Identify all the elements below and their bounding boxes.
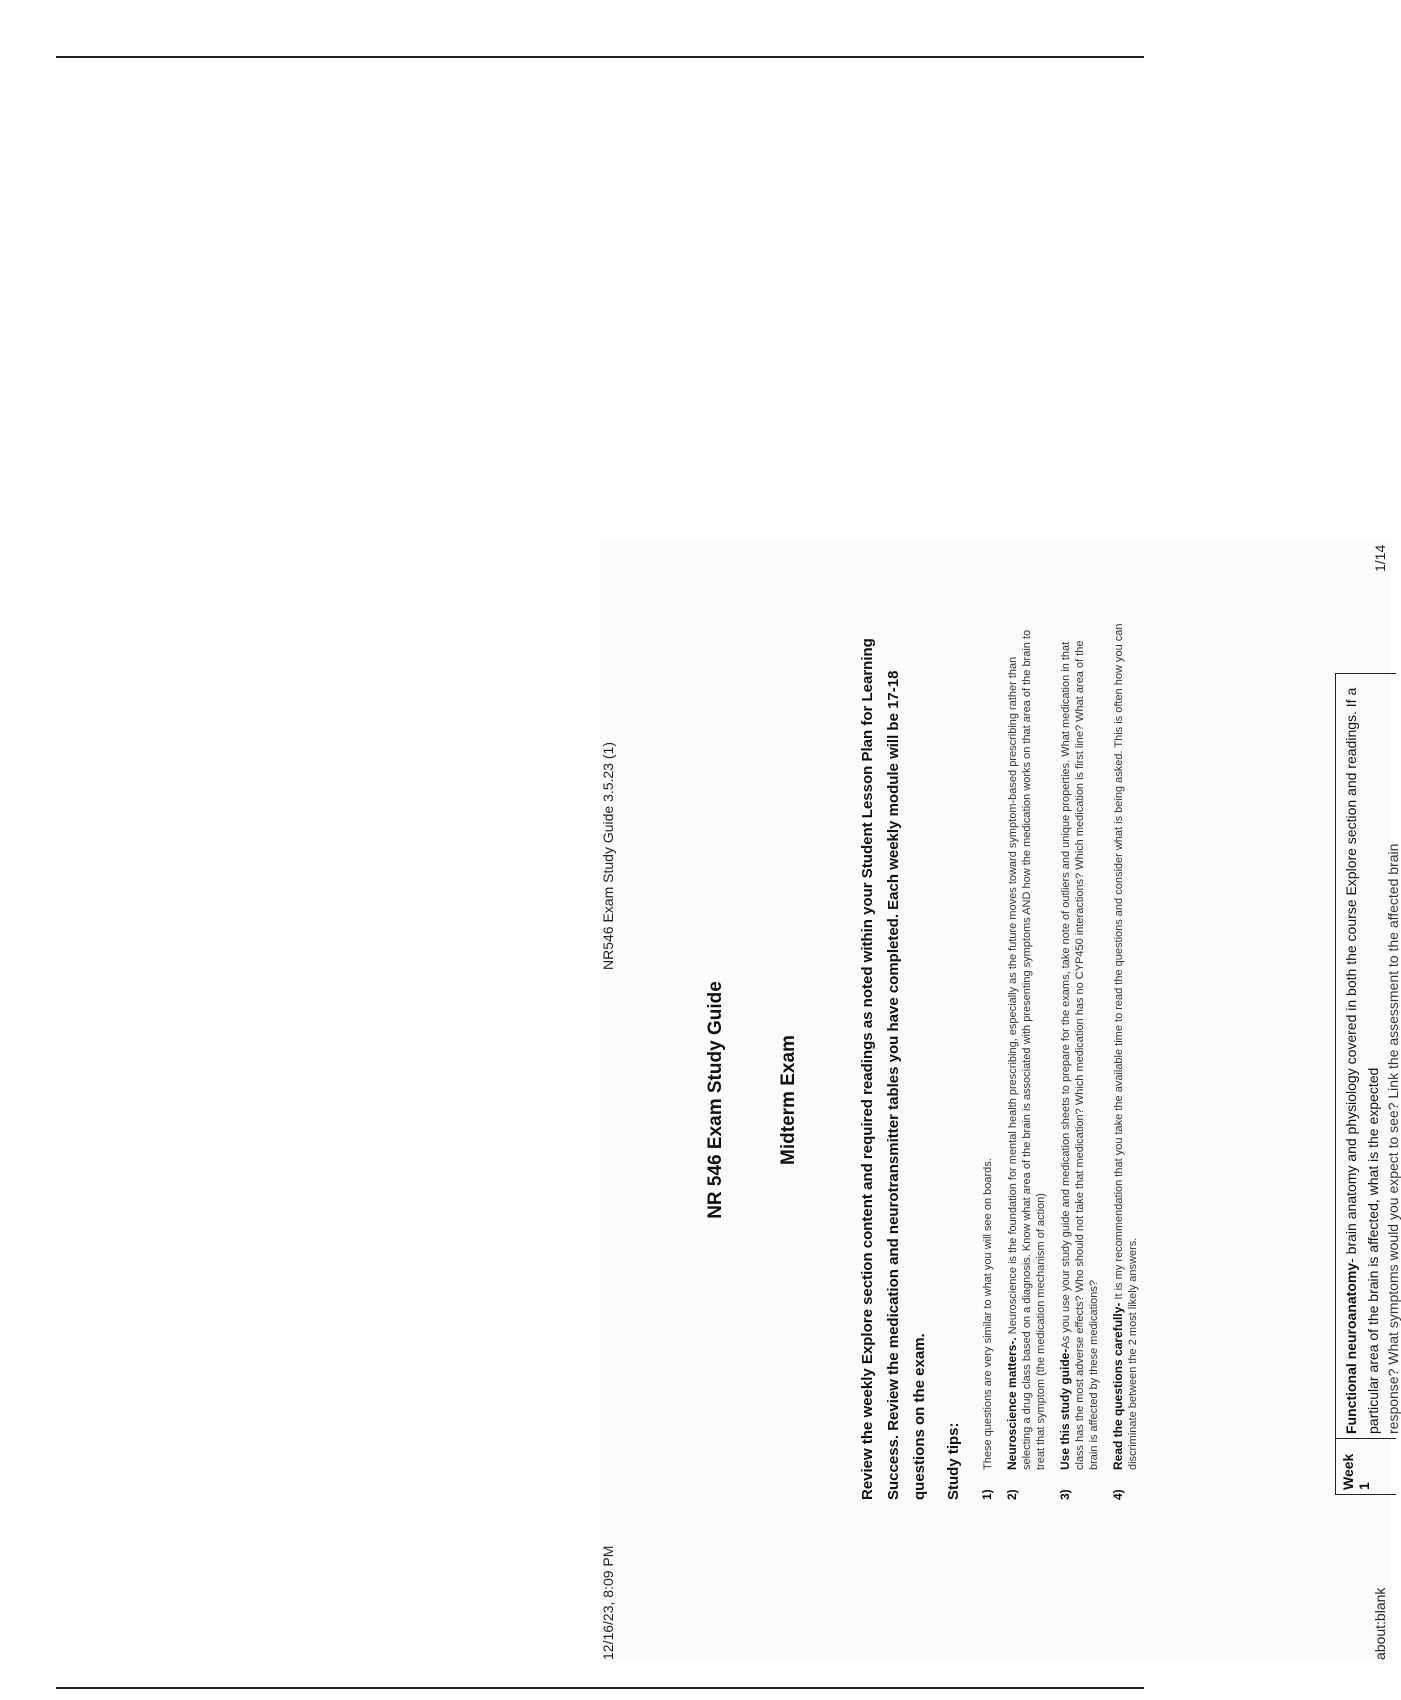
list-item — [1111, 620, 1140, 1500]
week-label: Week — [1340, 1453, 1356, 1490]
week-topic: Functional neuroanatomy — [1343, 1262, 1359, 1434]
tip-text: As you use your study guide and medication sheets to prepare for the exams, take note of outliers and unique properties. What medication in that class has the most adverse effects? Who should not take that medication? Which medication has no CYP450 interactions? Which medication is first line? What area of the brain is affected by these medications? — [1060, 640, 1100, 1470]
tip-number: 2) — [1005, 1489, 1019, 1500]
top-divider — [56, 56, 1144, 58]
list-item — [1005, 620, 1048, 1500]
tip-number: 4) — [1111, 1489, 1125, 1500]
document-title: NR 546 Exam Study Guide — [705, 981, 726, 1219]
week-header-cell — [1336, 1438, 1396, 1494]
tip-lead: Neuroscience matters-. — [1005, 1337, 1019, 1470]
week-content-cell — [1340, 684, 1384, 1434]
intro-paragraph: Review the weekly Explore section content and required readings as noted within your Student Lesson Plan for Learning Success. Review the medication and neurotransmitter tables you have completed. Each weekly module will be 17-18 questions on the exam. — [859, 638, 928, 1500]
list-item — [1058, 620, 1101, 1500]
print-doc-title: NR546 Exam Study Guide 3.5.23 (1) — [600, 741, 616, 970]
study-tips-heading: Study tips: — [945, 1422, 962, 1500]
print-url: about:blank — [1372, 1587, 1388, 1660]
week-description: - brain anatomy and physiology covered in both the course Explore section and readings. If a particular area of the brain is affected, what is the expected — [1343, 687, 1381, 1434]
print-page-number: 1/14 — [1372, 544, 1388, 572]
tip-text: These questions are very similar to what you will see on boards. — [982, 1158, 994, 1470]
document-subtitle: Midterm Exam — [778, 1035, 799, 1165]
print-datetime: 12/16/23, 8:09 PM — [600, 1545, 616, 1660]
list-item — [980, 620, 995, 1500]
week-table — [1335, 673, 1401, 1495]
bottom-divider — [56, 1687, 1144, 1689]
week-cutoff-line: response? What symptoms would you expect to see? Link the assessment to the affected brain — [1385, 843, 1401, 1434]
study-tips-list — [980, 620, 1150, 1500]
week-number: 1 — [1356, 1482, 1372, 1490]
tip-number: 3) — [1058, 1489, 1072, 1500]
tip-number: 1) — [980, 1489, 994, 1500]
tip-lead: Use this study guide- — [1058, 1348, 1072, 1470]
tip-lead: Read the questions carefully- — [1111, 1302, 1125, 1470]
tip-text: It is my recommendation that you take the available time to read the questions and consider what is being asked. This is often how you can discriminate between the 2 most likely answers. — [1113, 623, 1139, 1470]
rotated-print-page — [600, 540, 1401, 1660]
tip-text: Neuroscience is the foundation for mental health prescribing, especially as the future moves toward symptom-based prescribing rather than selecting a drug class based on a diagnosis. Know what area of the brain is associated with presenting symptoms AND how the medication works on that area of the brain to treat that symptom (the medication mechanism of action) — [1007, 629, 1047, 1470]
